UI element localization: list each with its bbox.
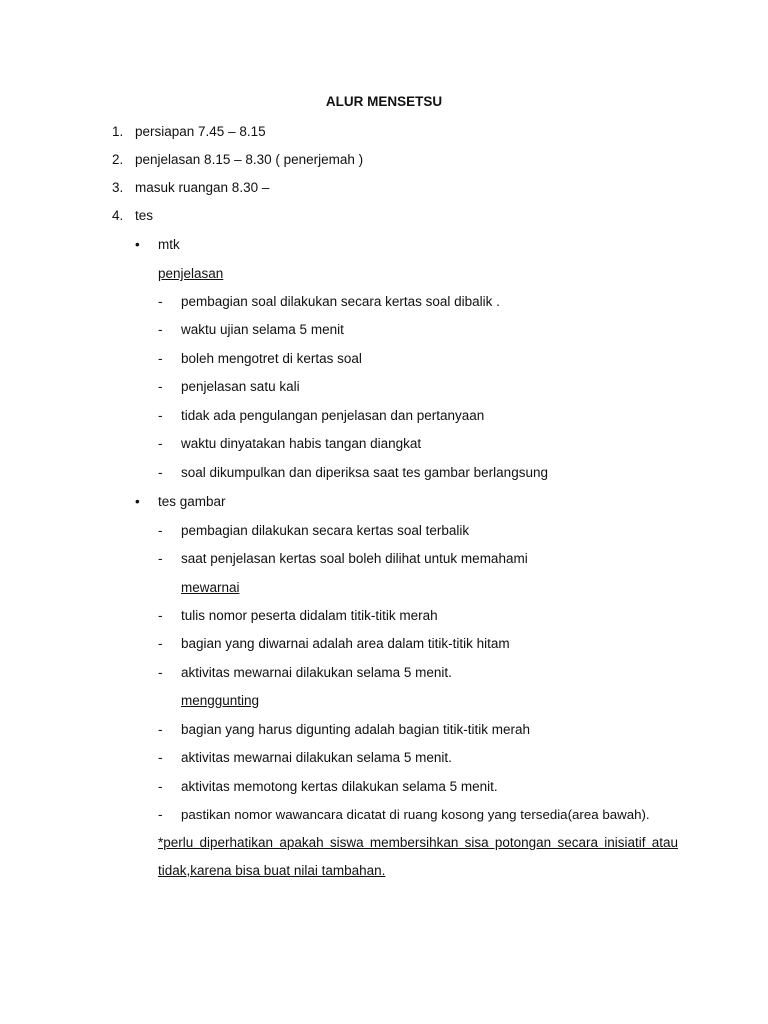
list-item: tulis nomor peserta didalam titik-titik merah xyxy=(181,608,438,623)
step-number: 4. xyxy=(112,208,124,223)
list-item: aktivitas mewarnai dilakukan selama 5 menit. xyxy=(181,750,452,765)
dash-icon: - xyxy=(158,750,163,765)
dash-icon: - xyxy=(158,636,163,651)
dash-icon: - xyxy=(158,351,163,366)
list-item: pembagian soal dilakukan secara kertas soal dibalik . xyxy=(181,294,500,309)
step-text: masuk ruangan 8.30 – xyxy=(135,180,270,195)
dash-icon: - xyxy=(158,379,163,394)
list-item: pastikan nomor wawancara dicatat di ruang kosong yang tersedia(area bawah). xyxy=(181,807,650,822)
dash-icon: - xyxy=(158,608,163,623)
bullet-icon: • xyxy=(135,237,140,252)
step-text: penjelasan 8.15 – 8.30 ( penerjemah ) xyxy=(135,152,364,167)
step-number: 2. xyxy=(112,152,124,167)
dash-icon: - xyxy=(158,722,163,737)
bullet-icon: • xyxy=(135,494,140,509)
list-item: pembagian dilakukan secara kertas soal terbalik xyxy=(181,523,470,538)
list-item: waktu ujian selama 5 menit xyxy=(181,322,344,337)
dash-icon: - xyxy=(158,779,163,794)
list-item: waktu dinyatakan habis tangan diangkat xyxy=(181,436,422,451)
note-paragraph: *perlu diperhatikan apakah siswa membersihkan sisa potongan secara inisiatif atau tidak,karena bisa buat nilai tambahan. xyxy=(158,835,678,878)
dash-icon: - xyxy=(158,465,163,480)
list-item: bagian yang harus digunting adalah bagian titik-titik merah xyxy=(181,722,530,737)
dash-icon: - xyxy=(158,551,163,566)
list-item: tidak ada pengulangan penjelasan dan pertanyaan xyxy=(181,408,485,423)
dash-icon: - xyxy=(158,665,163,680)
dash-icon: - xyxy=(158,523,163,538)
dash-icon: - xyxy=(158,436,163,451)
mtk-heading: penjelasan xyxy=(158,266,224,281)
step-number: 3. xyxy=(112,180,124,195)
list-item: soal dikumpulkan dan diperiksa saat tes gambar berlangsung xyxy=(181,465,548,480)
mtk-label: mtk xyxy=(158,237,180,252)
dash-icon: - xyxy=(158,322,163,337)
step-number: 1. xyxy=(112,124,124,139)
list-item: bagian yang diwarnai adalah area dalam titik-titik hitam xyxy=(181,636,510,651)
list-item: aktivitas memotong kertas dilakukan selama 5 menit. xyxy=(181,779,498,794)
document-title: ALUR MENSETSU xyxy=(325,94,443,109)
list-item: saat penjelasan kertas soal boleh dilihat untuk memahami xyxy=(181,551,528,566)
menggunting-heading: menggunting xyxy=(181,693,260,708)
dash-icon: - xyxy=(158,807,163,822)
list-item: aktivitas mewarnai dilakukan selama 5 menit. xyxy=(181,665,452,680)
dash-icon: - xyxy=(158,294,163,309)
step-text: persiapan 7.45 – 8.15 xyxy=(135,124,266,139)
tes-gambar-label: tes gambar xyxy=(158,494,226,509)
list-item: penjelasan satu kali xyxy=(181,379,300,394)
dash-icon: - xyxy=(158,408,163,423)
list-item: boleh mengotret di kertas soal xyxy=(181,351,362,366)
step-text: tes xyxy=(135,208,154,223)
mewarnai-heading: mewarnai xyxy=(181,580,240,595)
